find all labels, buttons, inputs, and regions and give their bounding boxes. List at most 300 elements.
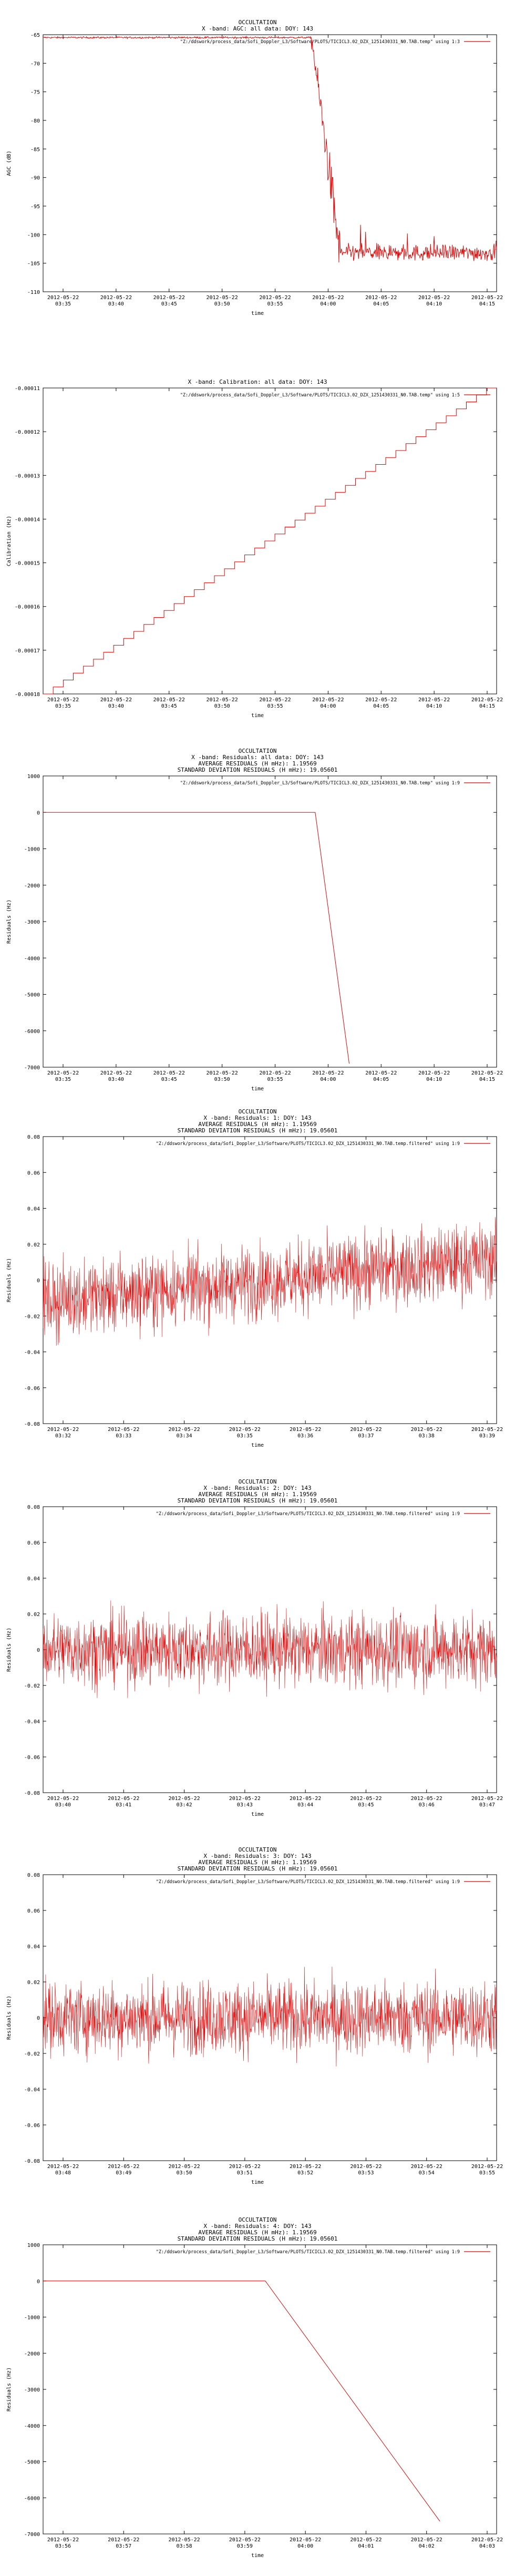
series-line (43, 36, 497, 262)
y-tick-label: -95 (30, 204, 40, 210)
x-tick-label (108, 1427, 139, 1439)
x-tick-date: 2012-05-22 (47, 295, 79, 301)
y-tick-label: -0.06 (24, 2123, 40, 2129)
chart-title-line: OCCULTATION (238, 748, 277, 754)
x-tick-date: 2012-05-22 (471, 1070, 503, 1076)
y-tick-label: -4000 (24, 2423, 40, 2429)
x-tick-label (229, 1427, 261, 1439)
x-tick-date: 2012-05-22 (100, 697, 132, 703)
x-tick-time: 04:01 (358, 2543, 374, 2549)
x-tick-time: 03:45 (161, 703, 177, 709)
y-tick-label: -0.00012 (14, 430, 40, 436)
y-tick-label: -0.04 (24, 2087, 40, 2093)
x-tick-label (411, 1796, 442, 1808)
chart-title-line: X -band: Residuals: 3: DOY: 143 (203, 1853, 312, 1859)
x-tick-label (365, 295, 397, 307)
x-tick-date: 2012-05-22 (418, 1070, 450, 1076)
x-tick-label (312, 1070, 344, 1082)
x-tick-date: 2012-05-22 (47, 697, 79, 703)
x-tick-time: 03:33 (116, 1433, 132, 1439)
x-tick-label (259, 1070, 291, 1082)
series-line (43, 1967, 497, 2067)
y-tick-label: -85 (30, 147, 40, 153)
x-tick-time: 04:05 (373, 703, 389, 709)
x-tick-date: 2012-05-22 (206, 295, 238, 301)
y-tick-label: -0.08 (24, 1422, 40, 1427)
y-tick-label: -1000 (24, 846, 40, 853)
chart-title-line: AVERAGE RESIDUALS (H mHz): 1.19569 (198, 1121, 317, 1128)
x-tick-time: 03:45 (161, 301, 177, 307)
legend-label: "Z:/ddswork/process_data/Sofi_Doppler_L3/Software/PLOTS/TICICL3.02_DZX_1251430331_N0.TAB.temp" using 1:5 (180, 393, 460, 398)
y-axis-label: Calibration (Hz) (6, 515, 12, 567)
x-tick-label (350, 2164, 382, 2176)
x-tick-label (411, 1427, 442, 1439)
y-tick-label: 0 (36, 810, 40, 816)
x-tick-date: 2012-05-22 (168, 2537, 200, 2543)
x-tick-label (229, 2537, 261, 2549)
x-tick-date: 2012-05-22 (108, 1427, 140, 1433)
y-tick-label: -6000 (24, 2496, 40, 2502)
y-tick-label: 0 (36, 1278, 40, 1284)
x-tick-time: 03:40 (108, 301, 124, 307)
x-tick-date: 2012-05-22 (168, 1427, 200, 1433)
series-line (43, 1600, 497, 1698)
x-tick-time: 03:50 (214, 703, 230, 709)
x-tick-label (168, 1796, 200, 1808)
y-tick-label: -6000 (24, 1028, 40, 1035)
x-tick-date: 2012-05-22 (350, 2164, 382, 2170)
y-axis-label: AGC (dB) (6, 150, 12, 176)
x-tick-time: 03:35 (55, 1077, 71, 1082)
x-tick-date: 2012-05-22 (47, 2164, 79, 2170)
y-tick-label: 0.04 (27, 1944, 40, 1950)
x-tick-date: 2012-05-22 (365, 295, 397, 301)
x-tick-date: 2012-05-22 (108, 1796, 140, 1802)
x-tick-date: 2012-05-22 (312, 697, 344, 703)
x-tick-time: 04:10 (426, 1077, 442, 1082)
x-tick-time: 03:45 (358, 1802, 374, 1808)
legend-label: "Z:/ddswork/process_data/Sofi_Doppler_L3/Software/PLOTS/TICICL3.02_DZX_1251430331_N0.TAB.temp" using 1:9 (180, 781, 460, 786)
x-tick-time: 03:58 (176, 2543, 192, 2549)
chart-title-line: OCCULTATION (238, 1108, 277, 1115)
x-tick-date: 2012-05-22 (47, 1796, 79, 1802)
legend-label: "Z:/ddswork/process_data/Sofi_Doppler_L3/Software/PLOTS/TICICL3.02_DZX_1251430331_N0.TAB.temp.filtered" using 1:9 (156, 1879, 460, 1885)
chart-panel-4 (0, 1093, 515, 1461)
x-tick-time: 03:50 (214, 1077, 230, 1082)
x-tick-date: 2012-05-22 (290, 2164, 322, 2170)
x-tick-time: 04:15 (479, 703, 496, 709)
x-tick-label (290, 1427, 321, 1439)
x-tick-time: 03:39 (479, 1433, 496, 1439)
x-tick-label (350, 2537, 382, 2549)
series-line (43, 812, 349, 1064)
x-tick-date: 2012-05-22 (471, 1796, 503, 1802)
x-tick-label (108, 2537, 139, 2549)
y-tick-label: -80 (30, 118, 40, 124)
x-tick-date: 2012-05-22 (153, 697, 185, 703)
chart-panel-5 (0, 1461, 515, 1829)
y-tick-label: 0.08 (27, 1873, 40, 1878)
x-axis-label: time (251, 1086, 264, 1092)
x-tick-time: 03:37 (358, 1433, 374, 1439)
x-tick-date: 2012-05-22 (290, 1796, 322, 1802)
x-tick-date: 2012-05-22 (471, 295, 503, 301)
x-tick-date: 2012-05-22 (312, 1070, 344, 1076)
y-tick-label: -90 (30, 175, 40, 181)
x-tick-label (168, 2537, 200, 2549)
x-tick-label (290, 1796, 321, 1808)
chart-title-line: STANDARD DEVIATION RESIDUALS (H mHz): 19.05601 (177, 1865, 338, 1872)
x-tick-time: 03:50 (214, 301, 230, 307)
y-tick-label: 0.02 (27, 1242, 40, 1248)
x-tick-time: 04:02 (418, 2543, 435, 2549)
y-axis-label: Residuals (Hz) (6, 1627, 12, 1672)
x-tick-date: 2012-05-22 (471, 697, 503, 703)
x-tick-time: 03:53 (358, 2170, 374, 2176)
x-tick-label (418, 697, 450, 709)
chart-title-line: OCCULTATION (238, 1846, 277, 1853)
x-tick-label (471, 1427, 503, 1439)
x-tick-time: 03:59 (236, 2543, 253, 2549)
chart-title-line: OCCULTATION (238, 1478, 277, 1485)
chart-title-line: AVERAGE RESIDUALS (H mHz): 1.19569 (198, 760, 317, 767)
x-tick-time: 03:49 (116, 2170, 132, 2176)
x-tick-time: 04:00 (320, 301, 336, 307)
y-tick-label: -7000 (24, 2532, 40, 2538)
x-tick-time: 03:47 (479, 1802, 496, 1808)
y-axis-label: Residuals (Hz) (6, 2367, 12, 2412)
x-tick-time: 04:00 (320, 703, 336, 709)
x-axis-label: time (251, 1812, 264, 1817)
x-tick-date: 2012-05-22 (47, 1070, 79, 1076)
x-tick-date: 2012-05-22 (418, 697, 450, 703)
x-tick-date: 2012-05-22 (47, 1427, 79, 1433)
x-tick-date: 2012-05-22 (47, 2537, 79, 2543)
legend-label: "Z:/ddswork/process_data/Sofi_Doppler_L3/Software/PLOTS/TICICL3.02_DZX_1251430331_N0.TAB.temp.filtered" using 1:9 (156, 2250, 460, 2255)
chart-svg (0, 1829, 515, 2197)
x-tick-time: 03:56 (55, 2543, 71, 2549)
x-tick-date: 2012-05-22 (259, 1070, 291, 1076)
chart-svg (0, 1461, 515, 1829)
x-tick-time: 03:38 (418, 1433, 435, 1439)
x-tick-label (471, 697, 503, 709)
x-tick-time: 04:00 (320, 1077, 336, 1082)
x-tick-date: 2012-05-22 (259, 697, 291, 703)
y-tick-label: -5000 (24, 2459, 40, 2466)
y-tick-label: -0.08 (24, 2159, 40, 2164)
x-tick-label (100, 1070, 132, 1082)
y-tick-label: -0.06 (24, 1385, 40, 1392)
y-tick-label: -0.00018 (14, 692, 40, 698)
y-tick-label: -70 (30, 61, 40, 67)
x-tick-label (471, 295, 503, 307)
x-tick-label (290, 2164, 321, 2176)
x-axis-label: time (251, 1443, 264, 1448)
x-tick-date: 2012-05-22 (410, 2164, 442, 2170)
x-tick-label (259, 697, 291, 709)
chart-svg (0, 0, 515, 368)
y-tick-label: 0 (36, 2016, 40, 2021)
x-tick-date: 2012-05-22 (229, 1427, 261, 1433)
x-tick-time: 03:55 (267, 1077, 283, 1082)
x-tick-label (365, 697, 397, 709)
x-tick-date: 2012-05-22 (290, 2537, 322, 2543)
x-tick-date: 2012-05-22 (108, 2537, 140, 2543)
x-tick-date: 2012-05-22 (410, 1427, 442, 1433)
x-tick-date: 2012-05-22 (229, 2164, 261, 2170)
x-tick-time: 03:41 (116, 1802, 132, 1808)
x-tick-date: 2012-05-22 (153, 1070, 185, 1076)
y-tick-label: -7000 (24, 1065, 40, 1071)
x-tick-time: 04:10 (426, 301, 442, 307)
y-tick-label: -4000 (24, 956, 40, 962)
chart-title-line: X -band: Residuals: 2: DOY: 143 (203, 1485, 312, 1491)
y-tick-label: -0.04 (24, 1719, 40, 1725)
x-tick-date: 2012-05-22 (108, 2164, 140, 2170)
x-tick-time: 04:15 (479, 301, 496, 307)
chart-title-line: STANDARD DEVIATION RESIDUALS (H mHz): 19.05601 (177, 1497, 338, 1504)
x-tick-date: 2012-05-22 (312, 295, 344, 301)
x-tick-date: 2012-05-22 (100, 1070, 132, 1076)
x-tick-time: 03:48 (55, 2170, 71, 2176)
y-tick-label: -0.00013 (14, 473, 40, 479)
x-tick-label (207, 1070, 238, 1082)
x-tick-time: 03:35 (236, 1433, 253, 1439)
chart-title-line: STANDARD DEVIATION RESIDUALS (H mHz): 19.05601 (177, 1127, 338, 1134)
x-tick-time: 04:05 (373, 1077, 389, 1082)
x-tick-date: 2012-05-22 (168, 1796, 200, 1802)
x-tick-label (108, 1796, 139, 1808)
x-tick-label (350, 1796, 382, 1808)
x-tick-time: 03:35 (55, 301, 71, 307)
x-tick-label (47, 1427, 79, 1439)
x-tick-label (365, 1070, 397, 1082)
y-tick-label: -65 (30, 33, 40, 38)
chart-title-line: X -band: Residuals: all data: DOY: 143 (191, 754, 324, 761)
y-tick-label: -2000 (24, 883, 40, 889)
y-tick-label: -3000 (24, 2387, 40, 2393)
x-tick-label (312, 697, 344, 709)
x-tick-label (168, 2164, 200, 2176)
x-tick-date: 2012-05-22 (100, 295, 132, 301)
chart-panel-2 (0, 368, 515, 736)
x-tick-label (207, 295, 238, 307)
x-tick-date: 2012-05-22 (229, 1796, 261, 1802)
x-tick-label (471, 2537, 503, 2549)
x-tick-time: 04:05 (373, 301, 389, 307)
chart-svg (0, 368, 515, 736)
x-tick-time: 03:52 (297, 2170, 314, 2176)
x-tick-label (471, 1070, 503, 1082)
x-tick-label (207, 697, 238, 709)
chart-title-line: STANDARD DEVIATION RESIDUALS (H mHz): 19.05601 (177, 2235, 338, 2242)
chart-panel-6 (0, 1829, 515, 2197)
x-tick-date: 2012-05-22 (206, 697, 238, 703)
y-tick-label: -0.02 (24, 1314, 40, 1320)
y-tick-label: 0.02 (27, 1612, 40, 1618)
x-tick-time: 03:35 (55, 703, 71, 709)
chart-title-line: X -band: AGC: all data: DOY: 143 (202, 25, 313, 32)
x-tick-time: 03:45 (161, 1077, 177, 1082)
x-tick-time: 03:46 (418, 1802, 435, 1808)
x-tick-date: 2012-05-22 (153, 295, 185, 301)
x-tick-label (153, 697, 185, 709)
x-tick-time: 03:55 (479, 2170, 496, 2176)
y-tick-label: -75 (30, 89, 40, 96)
x-tick-date: 2012-05-22 (410, 2537, 442, 2543)
y-axis-label: Residuals (Hz) (6, 1258, 12, 1303)
series-line (43, 388, 497, 694)
x-tick-date: 2012-05-22 (229, 2537, 261, 2543)
y-axis-label: Residuals (Hz) (6, 899, 12, 944)
x-tick-time: 03:51 (236, 2170, 253, 2176)
x-tick-date: 2012-05-22 (471, 1427, 503, 1433)
y-tick-label: -0.08 (24, 1791, 40, 1796)
chart-panel-7 (0, 2197, 515, 2576)
x-tick-date: 2012-05-22 (365, 697, 397, 703)
x-tick-label (471, 1796, 503, 1808)
y-tick-label: -1000 (24, 2315, 40, 2321)
y-tick-label: 0.04 (27, 1206, 40, 1212)
x-tick-date: 2012-05-22 (365, 1070, 397, 1076)
y-tick-label: -0.00011 (14, 386, 40, 392)
x-tick-date: 2012-05-22 (471, 2537, 503, 2543)
y-tick-label: 1000 (27, 2243, 40, 2248)
x-tick-date: 2012-05-22 (418, 295, 450, 301)
chart-title-line: AVERAGE RESIDUALS (H mHz): 1.19569 (198, 2229, 317, 2236)
legend-label: "Z:/ddswork/process_data/Sofi_Doppler_L3/Software/PLOTS/TICICL3.02_DZX_1251430331_N0.TAB.temp" using 1:3 (180, 39, 460, 45)
x-tick-time: 04:00 (297, 2543, 314, 2549)
x-tick-date: 2012-05-22 (290, 1427, 322, 1433)
x-tick-time: 03:50 (176, 2170, 192, 2176)
x-tick-time: 03:36 (297, 1433, 314, 1439)
x-axis-label: time (251, 311, 264, 316)
y-tick-label: -105 (27, 261, 40, 267)
chart-svg (0, 1093, 515, 1461)
plot-frame (43, 1875, 497, 2161)
x-tick-label (350, 1427, 382, 1439)
y-tick-label: -0.06 (24, 1755, 40, 1761)
y-tick-label: -0.00014 (14, 517, 40, 523)
x-tick-time: 04:03 (479, 2543, 496, 2549)
y-tick-label: 0.06 (27, 1170, 40, 1177)
chart-title-line: STANDARD DEVIATION RESIDUALS (H mHz): 19.05601 (177, 766, 338, 773)
y-tick-label: -3000 (24, 919, 40, 925)
chart-title-line: AVERAGE RESIDUALS (H mHz): 1.19569 (198, 1491, 317, 1498)
chart-title-line: X -band: Residuals: 4: DOY: 143 (203, 2223, 312, 2230)
x-tick-label (471, 2164, 503, 2176)
series-line (43, 1217, 497, 1345)
x-tick-date: 2012-05-22 (350, 1796, 382, 1802)
x-axis-label: time (251, 2180, 264, 2185)
x-tick-label (47, 295, 79, 307)
y-tick-label: 0.02 (27, 1980, 40, 1986)
chart-svg (0, 2197, 515, 2576)
y-tick-label: -0.04 (24, 1350, 40, 1356)
x-tick-label (47, 697, 79, 709)
x-tick-time: 03:40 (108, 703, 124, 709)
x-tick-time: 04:15 (479, 1077, 496, 1082)
x-tick-time: 03:40 (55, 1802, 71, 1808)
y-tick-label: -2000 (24, 2351, 40, 2357)
y-tick-label: -0.00017 (14, 648, 40, 654)
x-tick-label (47, 2164, 79, 2176)
chart-title-line: AVERAGE RESIDUALS (H mHz): 1.19569 (198, 1859, 317, 1866)
x-tick-label (411, 2537, 442, 2549)
y-tick-label: 0 (36, 1648, 40, 1653)
x-tick-date: 2012-05-22 (410, 1796, 442, 1802)
chart-title-line: OCCULTATION (238, 2216, 277, 2223)
x-tick-time: 03:34 (176, 1433, 192, 1439)
y-tick-label: 0.06 (27, 1540, 40, 1546)
x-tick-label (153, 295, 185, 307)
y-axis-label: Residuals (Hz) (6, 1995, 12, 2040)
y-tick-label: -0.00015 (14, 560, 40, 567)
y-tick-label: -110 (27, 290, 40, 295)
x-tick-time: 03:40 (108, 1077, 124, 1082)
plot-frame (43, 2245, 497, 2534)
y-tick-label: 0.08 (27, 1134, 40, 1140)
x-tick-label (418, 295, 450, 307)
x-tick-date: 2012-05-22 (259, 295, 291, 301)
y-tick-label: -0.02 (24, 2051, 40, 2057)
x-tick-label (47, 2537, 79, 2549)
y-tick-label: 0.06 (27, 1908, 40, 1914)
y-tick-label: -5000 (24, 992, 40, 998)
x-tick-date: 2012-05-22 (350, 2537, 382, 2543)
x-tick-date: 2012-05-22 (350, 1427, 382, 1433)
x-tick-time: 03:55 (267, 703, 283, 709)
chart-title-line: X -band: Calibration: all data: DOY: 143 (188, 379, 327, 385)
chart-panel-3 (0, 725, 515, 1093)
x-tick-date: 2012-05-22 (206, 1070, 238, 1076)
x-tick-label (411, 2164, 442, 2176)
series-line (43, 2281, 440, 2521)
legend-label: "Z:/ddswork/process_data/Sofi_Doppler_L3/Software/PLOTS/TICICL3.02_DZX_1251430331_N0.TAB.temp.filtered" using 1:9 (156, 1511, 460, 1517)
x-axis-label: time (251, 2553, 264, 2559)
x-tick-time: 03:43 (236, 1802, 253, 1808)
legend-label: "Z:/ddswork/process_data/Sofi_Doppler_L3/Software/PLOTS/TICICL3.02_DZX_1251430331_N0.TAB.temp.filtered" using 1:9 (156, 1141, 460, 1147)
y-tick-label: 0.08 (27, 1505, 40, 1510)
x-tick-label (100, 295, 132, 307)
plot-frame (43, 776, 497, 1067)
x-tick-time: 03:55 (267, 301, 283, 307)
x-tick-label (259, 295, 291, 307)
x-tick-label (229, 2164, 261, 2176)
y-tick-label: -100 (27, 232, 40, 239)
x-tick-label (153, 1070, 185, 1082)
chart-panel-1 (0, 0, 515, 368)
y-tick-label: 0 (36, 2278, 40, 2285)
x-tick-time: 03:57 (116, 2543, 132, 2549)
x-tick-time: 04:10 (426, 703, 442, 709)
x-tick-label (229, 1796, 261, 1808)
chart-title-line: X -band: Residuals: 1: DOY: 143 (203, 1115, 312, 1121)
x-tick-label (47, 1796, 79, 1808)
chart-title-line: OCCULTATION (238, 19, 277, 26)
x-axis-label: time (251, 713, 264, 719)
x-tick-label (100, 697, 132, 709)
x-tick-label (108, 2164, 139, 2176)
x-tick-label (418, 1070, 450, 1082)
x-tick-date: 2012-05-22 (168, 2164, 200, 2170)
x-tick-time: 03:42 (176, 1802, 192, 1808)
x-tick-date: 2012-05-22 (471, 2164, 503, 2170)
x-tick-time: 03:54 (418, 2170, 435, 2176)
x-tick-label (312, 295, 344, 307)
chart-svg (0, 725, 515, 1093)
x-tick-time: 03:32 (55, 1433, 71, 1439)
